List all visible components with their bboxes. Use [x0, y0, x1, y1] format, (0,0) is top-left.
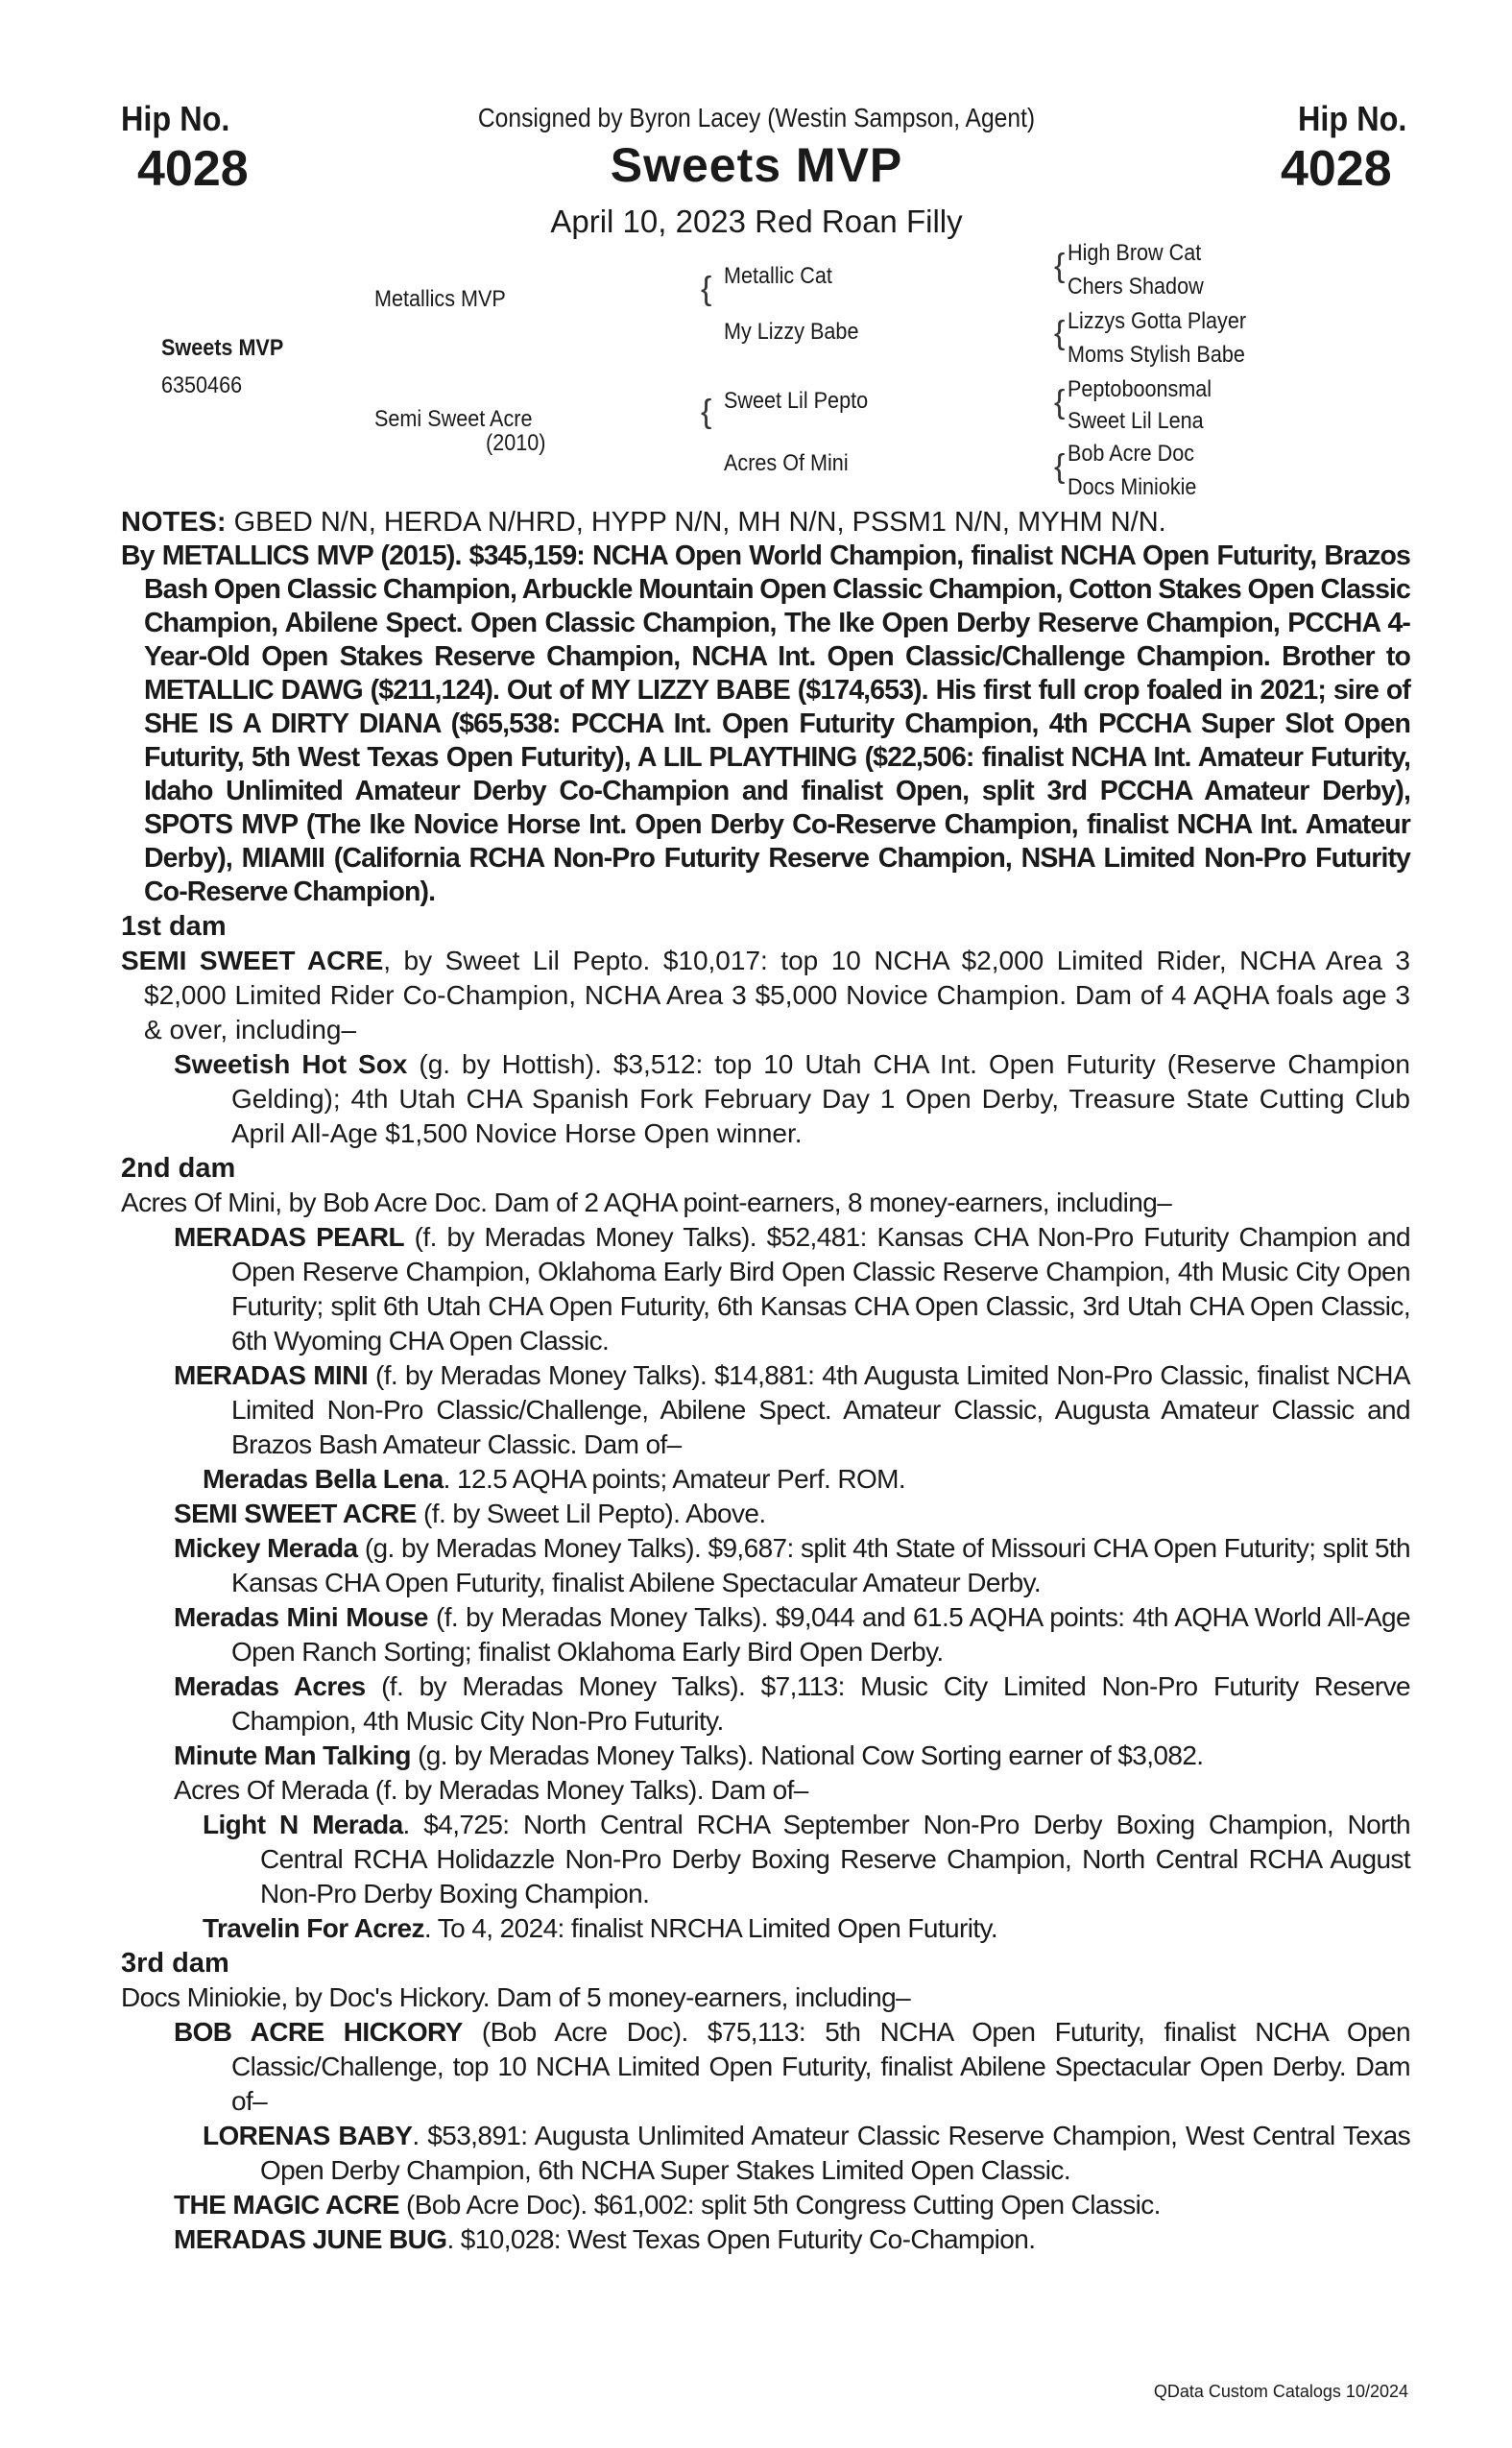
produce-record	[121, 1047, 1410, 1151]
produce-name: Mickey Merada	[174, 1533, 358, 1563]
pedigree-horse: Sweets MVP	[161, 335, 284, 361]
pedigree-dam-dam: Acres Of Mini	[724, 450, 849, 476]
pedigree-gen3-7: Bob Acre Doc	[1068, 441, 1195, 467]
produce-text: (f. by Meradas Money Talks). $52,481: Kansas CHA Non-Pro Futurity Champion and Open Reserve Champion, Oklahoma Early Bird Open Classic Reserve Champion, 4th Music City Open Futurity; split 6th Utah CHA Open Futurity, 6th Kansas CHA Open Classic, 3rd Utah CHA Open Classic, 6th Wyoming CHA Open Classic.	[231, 1222, 1410, 1356]
brace-gen3-2-icon: {	[1054, 315, 1066, 351]
consignor-line: Consigned by Byron Lacey (Westin Sampson, Agent)	[477, 103, 1036, 132]
produce-record	[121, 2119, 1410, 2188]
produce-record	[121, 2188, 1410, 2222]
produce-text: (f. by Sweet Lil Pepto). Above.	[416, 1499, 766, 1528]
produce-name: Meradas Acres	[174, 1671, 366, 1701]
pedigree-gen3-4: Moms Stylish Babe	[1068, 342, 1245, 368]
produce-text: (f. by Meradas Money Talks). $14,881: 4th Augusta Limited Non-Pro Classic, finalist NCHA Limited Non-Pro Classic/Challenge, Abilene Spect. Amateur Classic, Augusta Amateur Classic and Brazos Bash Amateur Classic. Dam of–	[231, 1360, 1410, 1459]
produce-text: (Bob Acre Doc). $75,113: 5th NCHA Open Futurity, finalist NCHA Open Classic/Challenge, top 10 NCHA Limited Open Futurity, finalist Abilene Spectacular Open Derby. Dam of–	[231, 2017, 1410, 2116]
produce-record	[121, 2222, 1410, 2257]
produce-text: (g. by Meradas Money Talks). $9,687: split 4th State of Missouri CHA Open Futurity; split 5th Kansas CHA Open Futurity, finalist Abilene Spectacular Amateur Derby.	[231, 1533, 1410, 1597]
produce-text: (g. by Meradas Money Talks). National Cow Sorting earner of $3,082.	[410, 1740, 1204, 1770]
produce-name: Travelin For Acrez	[203, 1913, 424, 1943]
produce-name: SEMI SWEET ACRE	[174, 1499, 417, 1528]
pedigree-gen3-1: High Brow Cat	[1068, 240, 1202, 266]
pedigree-gen3-8: Docs Miniokie	[1068, 474, 1197, 500]
pedigree-sire-sire: Metallic Cat	[724, 263, 832, 289]
produce-record	[121, 2015, 1410, 2119]
hip-number-left: 4028	[137, 141, 249, 197]
notes-label: NOTES:	[121, 507, 227, 538]
produce-name: Meradas Mini Mouse	[174, 1602, 428, 1632]
second-dam-intro: Acres Of Mini, by Bob Acre Doc. Dam of 2 AQHA point-earners, 8 money-earners, including–	[121, 1188, 1172, 1217]
catalog-body	[121, 505, 1410, 2257]
produce-name: MERADAS MINI	[174, 1360, 369, 1390]
produce-name: MERADAS PEARL	[174, 1222, 404, 1252]
produce-text: Acres Of Merada (f. by Meradas Money Talks). Dam of–	[174, 1775, 808, 1805]
pedigree-sire: Metallics MVP	[374, 286, 506, 312]
brace-gen3-1-icon: {	[1054, 248, 1066, 284]
produce-text: . $10,028: West Texas Open Futurity Co-Champion.	[446, 2224, 1036, 2254]
horse-name-title: Sweets MVP	[610, 138, 903, 192]
pedigree-sire-dam: My Lizzy Babe	[724, 319, 859, 345]
hip-label-left: Hip No.	[121, 99, 230, 138]
sire-record: By METALLICS MVP (2015). $345,159: NCHA Open World Champion, finalist NCHA Open Futurity, Brazos Bash Open Classic Champion, Arbuckle Mountain Open Classic Champion, Cotton Stakes Open Classic Champion, Abilene Spect. Open Classic Champion, The Ike Open Derby Reserve Champion, PCCHA 4-Year-Old Open Stakes Reserve Champion, NCHA Int. Open Classic/Challenge Champion. Brother to METALLIC DAWG ($211,124). Out of MY LIZZY BABE ($174,653). His first full crop foaled in 2021; sire of SHE IS A DIRTY DIANA ($65,538: PCCHA Int. Open Futurity Champion, 4th PCCHA Super Slot Open Futurity, 5th West Texas Open Futurity), A LIL PLAYTHING ($22,506: finalist NCHA Int. Amateur Futurity, Idaho Unlimited Amateur Derby Co-Champion and finalist Open, split 3rd PCCHA Amateur Derby), SPOTS MVP (The Ike Novice Horse Int. Open Derby Co-Reserve Champion, finalist NCHA Int. Amateur Derby), MIAMII (California RCHA Non-Pro Futurity Reserve Champion, NSHA Limited Non-Pro Futurity Co-Reserve Champion).	[121, 540, 1410, 907]
pedigree-dam: Semi Sweet Acre	[374, 406, 533, 432]
catalog-footer: QData Custom Catalogs 10/2024	[1153, 2382, 1408, 2401]
produce-text: (Bob Acre Doc). $61,002: split 5th Congress Cutting Open Classic.	[398, 2190, 1161, 2220]
produce-text: . To 4, 2024: finalist NRCHA Limited Open Futurity.	[423, 1913, 998, 1943]
brace-sire-icon: {	[701, 271, 712, 307]
produce-name: Minute Man Talking	[174, 1740, 411, 1770]
produce-record	[121, 1358, 1410, 1462]
produce-name: LORENAS BABY	[203, 2121, 413, 2150]
produce-record	[121, 1911, 1410, 1946]
produce-record	[121, 1220, 1410, 1358]
produce-name: Light N Merada	[203, 1810, 403, 1839]
produce-text: . 12.5 AQHA points; Amateur Perf. ROM.	[443, 1464, 906, 1494]
notes-text: GBED N/N, HERDA N/HRD, HYPP N/N, MH N/N, PSSM1 N/N, MYHM N/N.	[226, 507, 1166, 538]
produce-record	[121, 1739, 1410, 1773]
produce-record	[121, 1669, 1410, 1739]
pedigree-gen3-5: Peptoboonsmal	[1068, 376, 1212, 402]
pedigree-gen3-3: Lizzys Gotta Player	[1068, 308, 1247, 334]
produce-text: . $4,725: North Central RCHA September Non-Pro Derby Boxing Champion, North Central RCHA Holidazzle Non-Pro Derby Boxing Reserve Champion, North Central RCHA August Non-Pro Derby Boxing Champion.	[260, 1810, 1410, 1908]
first-dam-text: , by Sweet Lil Pepto. $10,017: top 10 NCHA $2,000 Limited Rider, NCHA Area 3 $2,000 Limited Rider Co-Champion, NCHA Area 3 $5,000 Novice Champion. Dam of 4 AQHA foals age 3 & over, including–	[144, 946, 1410, 1044]
produce-record	[121, 1773, 1410, 1808]
third-dam-header: 3rd dam	[121, 1948, 229, 1979]
pedigree-gen3-2: Chers Shadow	[1068, 274, 1204, 300]
brace-gen3-4-icon: {	[1054, 448, 1066, 485]
second-dam-header: 2nd dam	[121, 1153, 236, 1184]
pedigree-reg-number: 6350466	[161, 372, 243, 398]
produce-name: THE MAGIC ACRE	[174, 2190, 399, 2220]
produce-name: Meradas Bella Lena	[203, 1464, 444, 1494]
hip-label-right: Hip No.	[1298, 99, 1407, 138]
foaling-date-description: April 10, 2023 Red Roan Filly	[550, 204, 963, 239]
first-dam-name: SEMI SWEET ACRE	[121, 946, 384, 975]
first-dam-record	[121, 944, 1410, 1047]
brace-dam-icon: {	[701, 394, 712, 430]
pedigree-gen3-6: Sweet Lil Lena	[1068, 408, 1204, 434]
produce-record	[121, 1497, 1410, 1531]
produce-name: BOB ACRE HICKORY	[174, 2017, 463, 2047]
produce-name: MERADAS JUNE BUG	[174, 2224, 447, 2254]
produce-record	[121, 1600, 1410, 1669]
third-dam-intro: Docs Miniokie, by Doc's Hickory. Dam of 5 money-earners, including–	[121, 1982, 911, 2012]
produce-text: . $53,891: Augusta Unlimited Amateur Classic Reserve Champion, West Central Texas Open Derby Champion, 6th NCHA Super Stakes Limited Open Classic.	[260, 2121, 1410, 2185]
pedigree-dam-year: (2010)	[486, 430, 546, 456]
brace-gen3-3-icon: {	[1054, 384, 1066, 420]
produce-record	[121, 1531, 1410, 1600]
pedigree-dam-sire: Sweet Lil Pepto	[724, 388, 869, 414]
hip-number-right: 4028	[1281, 141, 1392, 197]
produce-name: Sweetish Hot Sox	[174, 1049, 408, 1079]
produce-record	[121, 1808, 1410, 1911]
genetic-notes	[121, 505, 1410, 540]
produce-text: (f. by Meradas Money Talks). $7,113: Music City Limited Non-Pro Futurity Reserve Champion, 4th Music City Non-Pro Futurity.	[231, 1671, 1410, 1736]
produce-text: (f. by Meradas Money Talks). $9,044 and 61.5 AQHA points: 4th AQHA World All-Age Open Ranch Sorting; finalist Oklahoma Early Bird Open Derby.	[231, 1602, 1410, 1667]
produce-record	[121, 1462, 1410, 1497]
first-dam-header: 1st dam	[121, 911, 227, 942]
produce-text: (g. by Hottish). $3,512: top 10 Utah CHA Int. Open Futurity (Reserve Champion Gelding); 4th Utah CHA Spanish Fork February Day 1 Open Derby, Treasure State Cutting Club April All-Age $1,500 Novice Horse Open winner.	[231, 1049, 1410, 1148]
